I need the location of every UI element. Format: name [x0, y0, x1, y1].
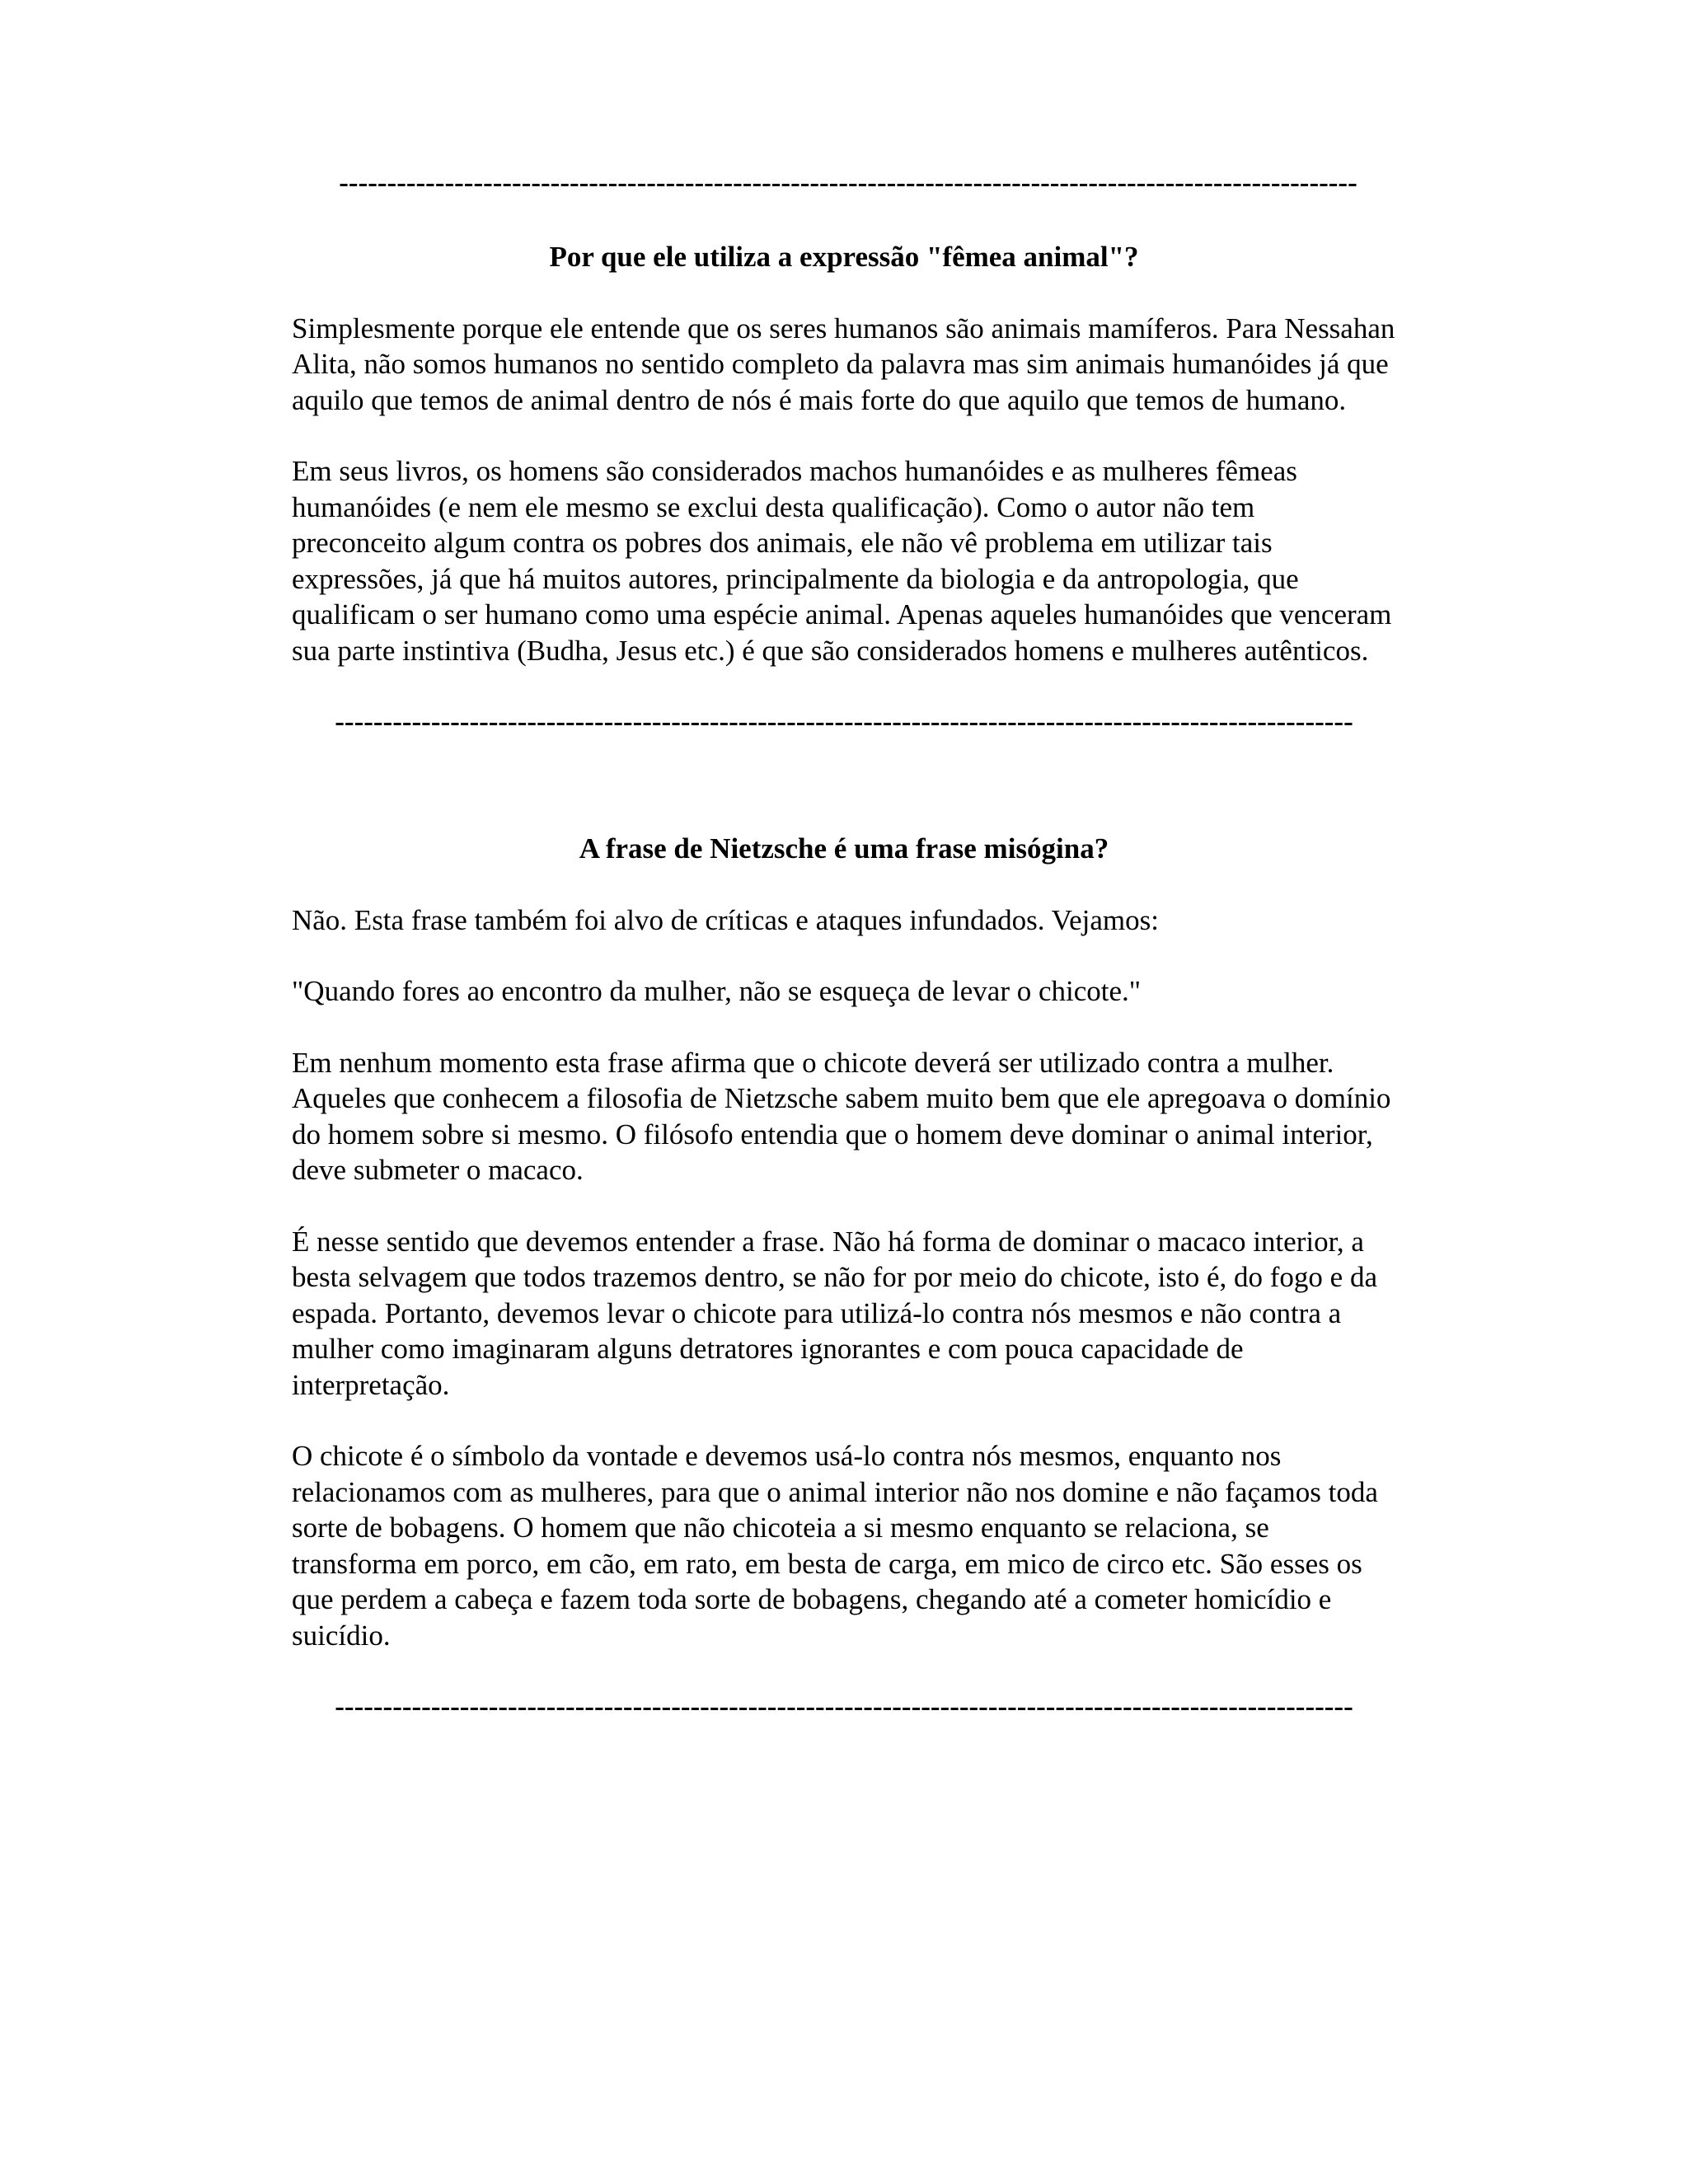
paragraph: É nesse sentido que devemos entender a frase. Não há forma de dominar o macaco interior, a besta selvagem que todos trazemos dentro, se não for por meio do chicote, isto é, do fogo e da espada. Portanto, devemos levar o chicote para utilizá-lo contra nós mesmos e não contra a mulher como imaginaram alguns detratores ignorantes e com pouca capacidade de interpretação. [292, 1225, 1377, 1401]
paragraph: Simplesmente porque ele entende que os seres humanos são animais mamíferos. Para Nessahan Alita, não somos humanos no sentido completo da palavra mas sim animais humanóides já que aquilo que temos de animal dentro de nós é mais forte do que aquilo que temos de humano. [292, 312, 1395, 416]
document-page [292, 165, 1396, 1725]
section-heading-nietzsche: A frase de Nietzsche é uma frase misógina? [579, 832, 1109, 865]
separator-line: ---------------------------------------------------------------------------------------------------------- [335, 705, 1353, 738]
paragraph: Em seus livros, os homens são considerados machos humanóides e as mulheres fêmeas humanóides (e nem ele mesmo se exclui desta qualificação). Como o autor não tem preconceito algum contra os pobres dos animais, ele não vê problema em utilizar tais expressões, já que há muitos autores, principalmente da biologia e da antropologia, que qualificam o ser humano como uma espécie animal. Apenas aqueles humanóides que venceram sua parte instintiva (Budha, Jesus etc.) é que são considerados homens e mulheres autênticos. [292, 455, 1392, 667]
separator-line: ---------------------------------------------------------------------------------------------------------- [339, 166, 1357, 199]
quote-paragraph: "Quando fores ao encontro da mulher, não se esqueça de levar o chicote." [292, 975, 1142, 1007]
paragraph: Não. Esta frase também foi alvo de críticas e ataques infundados. Vejamos: [292, 903, 1159, 936]
paragraph: O chicote é o símbolo da vontade e devemos usá-lo contra nós mesmos, enquanto nos relacionamos com as mulheres, para que o animal interior não nos domine e não façamos toda sorte de bobagens. O homem que não chicoteia a si mesmo enquanto se relaciona, se transforma em porco, em cão, em rato, em besta de carga, em mico de circo etc. São esses os que perdem a cabeça e fazem toda sorte de bobagens, chegando até a cometer homicídio e suicídio. [292, 1440, 1378, 1652]
section-heading-femea-animal: Por que ele utiliza a expressão "fêmea animal"? [549, 241, 1139, 273]
separator-line: ---------------------------------------------------------------------------------------------------------- [335, 1690, 1353, 1722]
paragraph: Em nenhum momento esta frase afirma que o chicote deverá ser utilizado contra a mulher. Aqueles que conhecem a filosofia de Nietzsche sabem muito bem que ele apregoava o domínio do homem sobre si mesmo. O filósofo entendia que o homem deve dominar o animal interior, deve submeter o macaco. [292, 1046, 1391, 1186]
